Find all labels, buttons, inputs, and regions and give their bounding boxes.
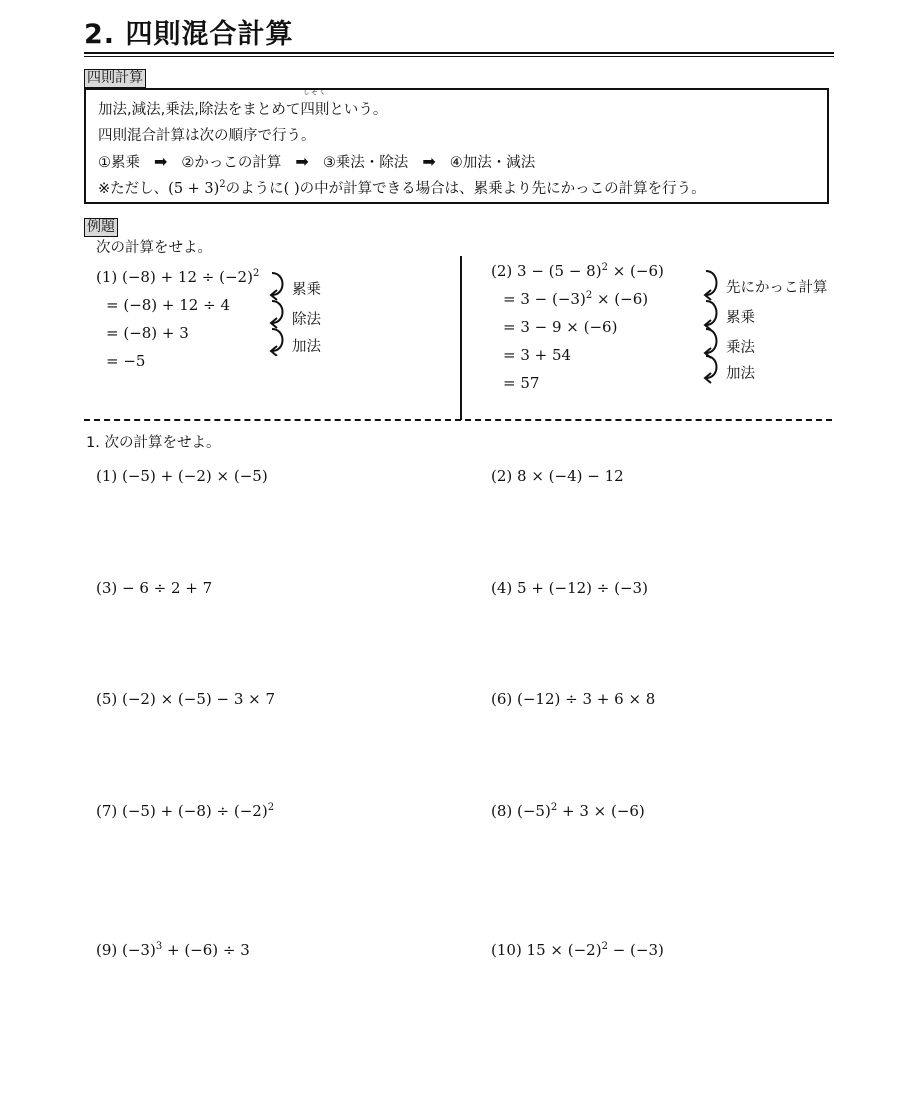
- problem-7-exponent: 2: [267, 802, 275, 813]
- order-line: [98, 151, 535, 172]
- order-step-3: ③乗法・除法: [322, 155, 409, 171]
- ruby-base: 四則: [300, 102, 330, 118]
- rule-note: [98, 177, 706, 198]
- ex1-line-1-base: (1) (−8) + 12 ÷ (−2): [96, 268, 253, 286]
- ex1-step-1: 累乗: [292, 282, 321, 298]
- problem-4: (4) 5 + (−12) ÷ (−3): [491, 579, 648, 597]
- title-rule-thin: [84, 56, 834, 57]
- note-pre: ※ただし、: [98, 181, 169, 197]
- ruby-text: しそく: [302, 88, 327, 96]
- ruby-shisoku: [300, 88, 330, 119]
- ex2-line-3: = 3 − 9 × (−6): [503, 318, 618, 336]
- ex2-line-2-post: × (−6): [592, 290, 649, 308]
- title-rule-thick: [84, 52, 834, 54]
- problem-9-post: + (−6) ÷ 3: [162, 941, 250, 959]
- ex2-line-1-exponent: 2: [601, 262, 608, 273]
- problem-1: (1) (−5) + (−2) × (−5): [96, 467, 268, 485]
- exercise-heading: 1. 次の計算をせよ。: [86, 435, 221, 451]
- problem-3: (3) − 6 ÷ 2 + 7: [96, 579, 213, 597]
- page-title: 2. 四則混合計算: [84, 19, 294, 50]
- curved-arrow-icon: [700, 268, 724, 384]
- ex2-line-1-post: × (−6): [607, 262, 664, 280]
- problem-9-exponent: 3: [155, 941, 163, 952]
- right-arrow-icon: ➡: [154, 152, 168, 171]
- problem-9: [96, 941, 250, 959]
- rule-line-1-pre: 加法,減法,乗法,除法をまとめて: [98, 102, 301, 118]
- ex2-step-2: 累乗: [726, 310, 755, 326]
- example-instruction: 次の計算をせよ。: [96, 240, 212, 256]
- problem-7-base: (7) (−5) + (−8) ÷ (−2): [96, 802, 268, 820]
- ex2-line-2-exponent: 2: [585, 290, 593, 301]
- ex1-line-1: [96, 268, 259, 286]
- example-divider-dashed: [84, 419, 832, 421]
- problem-8-base: (8) (−5): [491, 802, 551, 820]
- rule-box: [84, 88, 829, 204]
- ex2-line-4: = 3 + 54: [503, 346, 572, 364]
- ex2-step-1: 先にかっこ計算: [726, 280, 828, 296]
- problem-8-post: + 3 × (−6): [557, 802, 645, 820]
- rule-tag: 四則計算: [84, 69, 146, 88]
- right-arrow-icon: ➡: [295, 152, 309, 171]
- problem-8: [491, 802, 645, 820]
- curved-arrow-icon: [266, 270, 290, 356]
- ex2-step-4: 加法: [726, 366, 755, 382]
- rule-line-2: 四則混合計算は次の順序で行う。: [98, 128, 316, 144]
- ex1-line-1-exponent: 2: [252, 268, 260, 279]
- ex1-line-2: = (−8) + 12 ÷ 4: [106, 296, 230, 314]
- problem-10: [491, 941, 664, 959]
- problem-10-post: − (−3): [607, 941, 664, 959]
- problem-9-base: (9) (−3): [96, 941, 156, 959]
- rule-line-1-post: という。: [329, 102, 388, 118]
- order-step-4: ④加法・減法: [449, 155, 536, 171]
- note-expr-base: (5 + 3): [168, 181, 220, 197]
- ex1-line-3: = (−8) + 3: [106, 324, 189, 342]
- problem-7: [96, 802, 274, 820]
- problem-6: (6) (−12) ÷ 3 + 6 × 8: [491, 690, 656, 708]
- ex2-step-3: 乗法: [726, 340, 755, 356]
- right-arrow-icon: ➡: [422, 152, 436, 171]
- note-expr-exponent: 2: [219, 179, 226, 190]
- ex2-line-1-pre: (2) 3 − (5 − 8): [491, 262, 602, 280]
- problem-2: (2) 8 × (−4) − 12: [491, 467, 624, 485]
- rule-line-1: [98, 88, 388, 119]
- note-paren: ( ): [283, 181, 300, 197]
- ex1-line-4: = −5: [106, 352, 146, 370]
- ex1-step-3: 加法: [292, 339, 321, 355]
- problem-10-base: (10) 15 × (−2): [491, 941, 602, 959]
- order-step-1: ①累乗: [98, 155, 140, 171]
- example-tag: 例題: [84, 218, 118, 237]
- ex2-line-2: [503, 290, 648, 308]
- ex2-line-1: [491, 262, 664, 280]
- problem-8-exponent: 2: [550, 802, 558, 813]
- problem-10-exponent: 2: [601, 941, 608, 952]
- ex2-line-5: = 57: [503, 374, 540, 392]
- problem-5: (5) (−2) × (−5) − 3 × 7: [96, 690, 276, 708]
- order-step-2: ②かっこの計算: [181, 155, 282, 171]
- ex1-step-2: 除法: [292, 312, 321, 328]
- ex2-line-2-pre: = 3 − (−3): [503, 290, 586, 308]
- note-post: の中が計算できる場合は、累乗より先にかっこの計算を行う。: [299, 181, 706, 197]
- note-mid: のように: [225, 181, 284, 197]
- note-expr: [168, 181, 226, 197]
- example-divider-vertical: [460, 256, 462, 420]
